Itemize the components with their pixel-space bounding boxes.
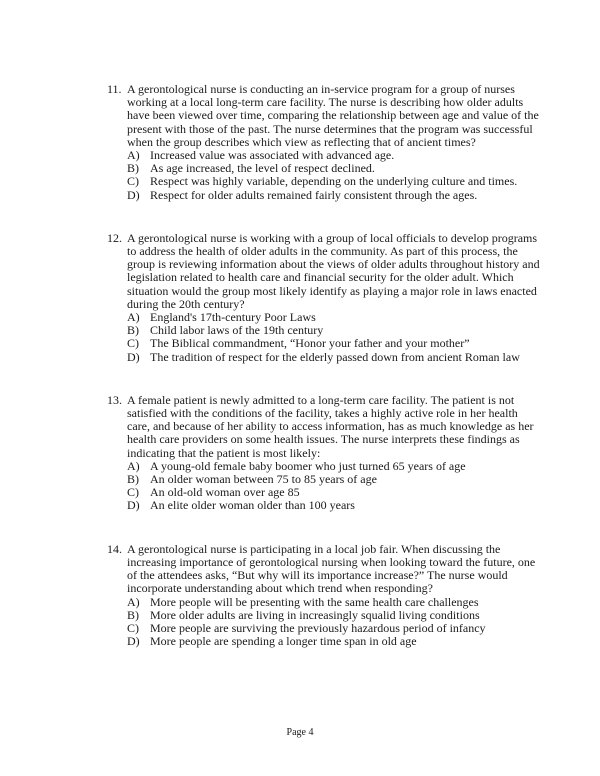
question-13	[107, 394, 543, 513]
question-12	[107, 232, 543, 364]
option-letter: D)	[127, 187, 140, 202]
option-text: More older adults are living in increasingly squalid living conditions	[150, 607, 480, 622]
option-text: More people are surviving the previously hazardous period of infancy	[150, 620, 486, 635]
option-letter: D)	[127, 498, 140, 513]
answer-option	[127, 596, 543, 609]
question-number: 12.	[107, 230, 122, 245]
page-number-footer: Page 4	[286, 727, 314, 738]
option-text: Child labor laws of the 19th century	[150, 323, 324, 338]
option-letter: B)	[127, 323, 139, 338]
option-text: An older woman between 75 to 85 years of age	[150, 472, 377, 487]
option-text: The Biblical commandment, “Honor your father and your mother”	[150, 336, 470, 351]
option-letter: C)	[127, 620, 139, 635]
option-letter: D)	[127, 634, 140, 649]
answer-option	[127, 189, 543, 202]
option-letter: C)	[127, 485, 139, 500]
question-11	[107, 83, 543, 202]
answer-option	[127, 635, 543, 648]
question-stem: A gerontological nurse is participating in a local job fair. When discussing the increasing importance of gerontological nursing when looking toward the future, one of the attendees asks, “But why will its importance increase?” The nurse would incorporate understanding about which trend when responding?	[127, 541, 536, 596]
answer-option	[127, 499, 543, 512]
question-body	[127, 543, 543, 649]
answer-option	[127, 351, 543, 364]
option-letter: A)	[127, 310, 140, 325]
option-text: More people are spending a longer time span in old age	[150, 634, 417, 649]
question-number: 14.	[107, 541, 122, 556]
question-stem: A gerontological nurse is working with a group of local officials to develop programs to address the health of older adults in the community. As part of this process, the group is reviewing information about the views of older adults throughout history and legislation related to health care and financial security for the older adult. Which situation would the group most likely identify as playing a major role in laws enacted during the 20th century?	[127, 230, 540, 311]
option-letter: A)	[127, 594, 140, 609]
answer-option	[127, 175, 543, 188]
option-text: The tradition of respect for the elderly passed down from ancient Roman law	[150, 349, 520, 364]
option-text: An old-old woman over age 85	[150, 485, 300, 500]
option-text: Respect for older adults remained fairly consistent through the ages.	[150, 187, 478, 202]
option-letter: B)	[127, 472, 139, 487]
question-list	[107, 83, 543, 678]
option-letter: C)	[127, 336, 139, 351]
question-stem: A gerontological nurse is conducting an in-service program for a group of nurses working at a local long-term care facility. The nurse is describing how older adults have been viewed over time, comparing the relationship between age and value of the present with those of the past. The nurse determines that the program was successful when the group describes which view as reflecting that of ancient times?	[127, 82, 539, 149]
option-letter: C)	[127, 174, 139, 189]
option-text: England's 17th-century Poor Laws	[150, 310, 316, 325]
option-letter: B)	[127, 607, 139, 622]
question-body	[127, 394, 543, 513]
question-14	[107, 543, 543, 649]
question-number: 13.	[107, 392, 122, 407]
option-letter: A)	[127, 458, 140, 473]
question-body	[127, 83, 543, 202]
option-letter: A)	[127, 148, 140, 163]
option-letter: D)	[127, 349, 140, 364]
option-text: A young-old female baby boomer who just turned 65 years of age	[150, 458, 466, 473]
option-text: Respect was highly variable, depending on the underlying culture and times.	[150, 174, 518, 189]
question-stem: A female patient is newly admitted to a long-term care facility. The patient is not satisfied with the conditions of the facility, takes a highly active role in her health care, and because of her ability to access information, has as much knowledge as her health care providers on some health issues. The nurse interprets these findings as indicating that the patient is most likely:	[127, 392, 534, 460]
option-text: Increased value was associated with advanced age.	[150, 148, 395, 163]
answer-option	[127, 609, 543, 622]
option-text: An elite older woman older than 100 years	[150, 498, 355, 513]
option-text: More people will be presenting with the same health care challenges	[150, 594, 479, 609]
option-letter: B)	[127, 161, 139, 176]
question-body	[127, 232, 543, 364]
option-text: As age increased, the level of respect declined.	[150, 161, 375, 176]
question-number: 11.	[107, 82, 122, 96]
answer-option	[127, 337, 543, 350]
